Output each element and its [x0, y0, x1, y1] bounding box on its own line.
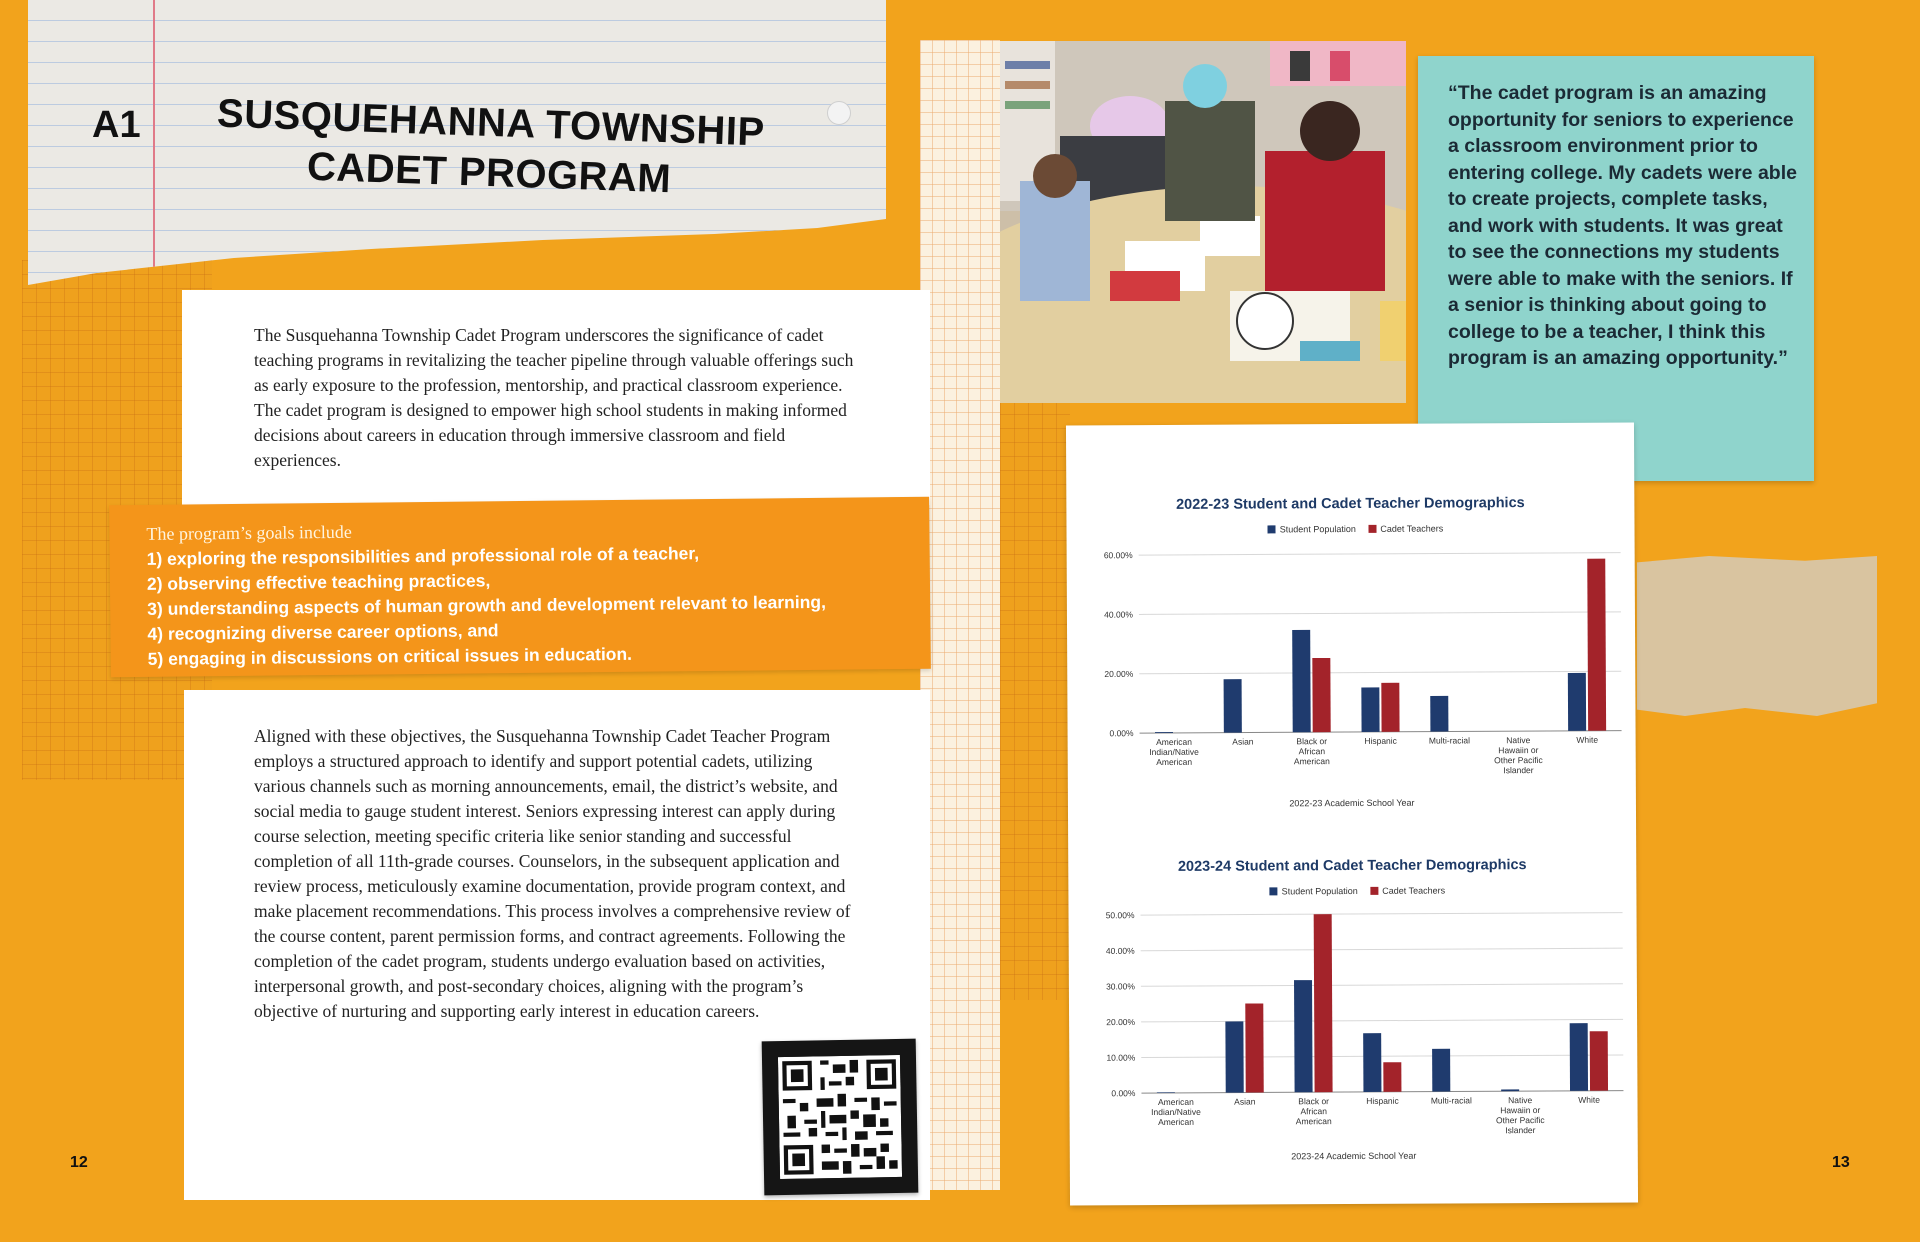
chart-2023-24: [1068, 901, 1637, 1159]
gridline: [1141, 948, 1623, 951]
punch-hole: [827, 101, 851, 125]
x-tick-label: Native: [1506, 735, 1531, 746]
goals-box: [109, 497, 931, 678]
legend-swatch-student: [1268, 525, 1276, 533]
bar: [1224, 679, 1242, 732]
gridline: [1141, 984, 1623, 987]
y-tick-label: 0.00%: [1109, 728, 1134, 739]
x-tick-label: African: [1298, 746, 1326, 757]
quote-text: “The cadet program is an amazing opportunity for seniors to experience a classroom environment prior to entering college. My cadets were able to create projects, complete tasks, and work with students. It was great to see the connections my students were able to make with the seniors. If a senior is thinking about going to college to be a teacher, I think this program is an amazing opportunity.”: [1448, 82, 1797, 369]
x-tick-label: Other Pacific: [1495, 1114, 1545, 1126]
qr-code[interactable]: [762, 1039, 919, 1196]
x-tick-label: Black or: [1298, 1096, 1330, 1107]
y-tick-label: 30.00%: [1106, 981, 1135, 992]
y-tick-label: 50.00%: [1105, 910, 1135, 921]
x-tick-label: Native: [1508, 1095, 1533, 1106]
title-line-1: SUSQUEHANNA TOWNSHIP: [216, 91, 766, 155]
x-tick-label: Black or: [1296, 736, 1328, 747]
gridline: [1141, 913, 1623, 916]
y-tick-label: 0.00%: [1111, 1088, 1136, 1099]
goal-item: 5) engaging in discussions on critical issues in education.: [147, 643, 633, 669]
x-tick-label: Asian: [1234, 1096, 1256, 1107]
goal-item: 1) exploring the responsibilities and professional role of a teacher,: [146, 543, 700, 569]
bar: [1568, 673, 1586, 731]
bar: [1225, 1021, 1243, 1092]
bar: [1363, 1033, 1381, 1092]
x-tick-label: African: [1300, 1106, 1327, 1117]
x-tick-label: Multi-racial: [1430, 1095, 1472, 1106]
page-number-left: 12: [70, 1154, 88, 1171]
legend-label: Student Population: [1281, 885, 1358, 897]
gridline: [1140, 731, 1622, 734]
chart-2022-23: [1067, 541, 1636, 799]
grid-paper-right: [1000, 400, 1070, 1000]
bar: [1590, 1031, 1608, 1091]
title-line-2: CADET PROGRAM: [306, 144, 672, 202]
bar: [1294, 980, 1313, 1092]
y-tick-label: 40.00%: [1105, 945, 1135, 956]
x-tick-label: Hispanic: [1366, 1095, 1399, 1106]
bar: [1312, 658, 1330, 732]
goal-item: 3) understanding aspects of human growth and development relevant to learning,: [147, 591, 826, 619]
charts-card: [1066, 423, 1638, 1206]
gridline: [1141, 1055, 1623, 1058]
x-tick-label: Hawaiin or: [1500, 1105, 1541, 1116]
legend-swatch-cadet: [1370, 887, 1378, 895]
legend-label: Cadet Teachers: [1382, 885, 1446, 896]
goal-item: 4) recognizing diverse career options, and: [147, 620, 499, 644]
gridline: [1141, 1019, 1623, 1022]
bar: [1587, 559, 1606, 731]
bar: [1570, 1023, 1588, 1091]
legend-swatch-cadet: [1368, 525, 1376, 533]
legend-label: Student Population: [1279, 523, 1356, 535]
qr-code-icon: [778, 1055, 902, 1179]
classroom-photo: [1000, 41, 1406, 403]
section-number: A1: [92, 104, 141, 146]
bar: [1361, 687, 1379, 732]
x-tick-label: Hawaiin or: [1498, 745, 1539, 756]
bar: [1501, 1089, 1519, 1091]
gridline: [1139, 612, 1621, 615]
x-tick-label: Multi-racial: [1428, 735, 1471, 746]
chart-legend: [1066, 523, 1634, 536]
gridline: [1139, 671, 1621, 674]
chart-title: 2022-23 Student and Cadet Teacher Demographics: [1176, 495, 1525, 513]
bar: [1432, 1049, 1450, 1092]
quote-card: [1418, 56, 1814, 481]
bar: [1155, 732, 1173, 733]
bar: [1157, 1092, 1175, 1093]
y-tick-label: 20.00%: [1106, 1016, 1136, 1028]
x-axis-title: 2022-23 Academic School Year: [1289, 797, 1415, 809]
bar: [1292, 630, 1311, 732]
x-tick-label: American: [1293, 756, 1330, 767]
x-axis-title: 2023-24 Academic School Year: [1291, 1150, 1417, 1162]
x-tick-label: American: [1158, 1116, 1195, 1128]
y-tick-label: 20.00%: [1104, 668, 1134, 679]
x-tick-label: Islander: [1505, 1125, 1536, 1136]
x-tick-label: American: [1156, 756, 1193, 768]
graph-paper-strip: [920, 40, 1000, 1190]
bar: [1245, 1003, 1263, 1092]
page-number-right: 13: [1832, 1154, 1850, 1171]
x-tick-label: American: [1156, 736, 1193, 748]
torn-paper-scrap: [1637, 556, 1877, 716]
y-tick-label: 60.00%: [1103, 550, 1133, 561]
x-tick-label: White: [1576, 734, 1599, 745]
x-tick-label: Indian/Native: [1149, 746, 1199, 758]
x-tick-label: Hispanic: [1364, 735, 1397, 746]
y-tick-label: 40.00%: [1104, 609, 1133, 620]
x-tick-label: American: [1295, 1116, 1332, 1127]
bar: [1381, 683, 1399, 732]
x-tick-label: American: [1157, 1096, 1194, 1108]
body-paragraph: Aligned with these objectives, the Susquehanna Township Cadet Teacher Program employs a structured approach to identify and support potential cadets, utilizing various channels such as morning announcements, email, the district’s website, and social media to gauge student interest. Seniors expressing interest can apply during course selection, meeting specific criteria like senior standing and successful completion of all 11th-grade courses. Counselors, in the subsequent application and review process, meticulously examine documentation, provide program context, and make placement recommendations. This process involves a comprehensive review of the course content, parent permission forms, and contract agreements. Following the completion of the cadet program, students undergo evaluation based on activities, interpersonal growth, and post-secondary choices, aligning with the program’s objective of nurturing and supporting early interest in education careers.: [254, 726, 851, 1021]
goals-lead: The program’s goals include: [146, 521, 352, 544]
x-tick-label: Other Pacific: [1494, 755, 1543, 766]
goal-item: 2) observing effective teaching practices,: [146, 570, 491, 594]
x-tick-label: Indian/Native: [1151, 1106, 1201, 1118]
bar: [1383, 1062, 1401, 1092]
bar: [1430, 696, 1448, 732]
margin-line: [153, 0, 155, 300]
y-tick-label: 10.00%: [1106, 1052, 1136, 1063]
chart-title: 2023-24 Student and Cadet Teacher Demographics: [1177, 857, 1527, 875]
legend-swatch-student: [1270, 887, 1278, 895]
classroom-photo-image: [1000, 41, 1406, 403]
x-tick-label: White: [1578, 1094, 1600, 1105]
x-tick-label: Asian: [1232, 736, 1254, 747]
bar: [1314, 914, 1333, 1092]
chart-legend: [1068, 885, 1636, 898]
gridline: [1139, 553, 1621, 556]
gridline: [1141, 1091, 1623, 1094]
intro-paragraph: The Susquehanna Township Cadet Program underscores the significance of cadet teaching programs in revitalizing the teacher pipeline through valuable offerings such as early exposure to the profession, mentorship, and practical classroom experience. The cadet program is designed to empower high school students in making informed decisions about careers in education through immersive classroom and field experiences.: [254, 325, 854, 470]
legend-label: Cadet Teachers: [1380, 523, 1444, 534]
x-tick-label: Islander: [1503, 765, 1534, 776]
